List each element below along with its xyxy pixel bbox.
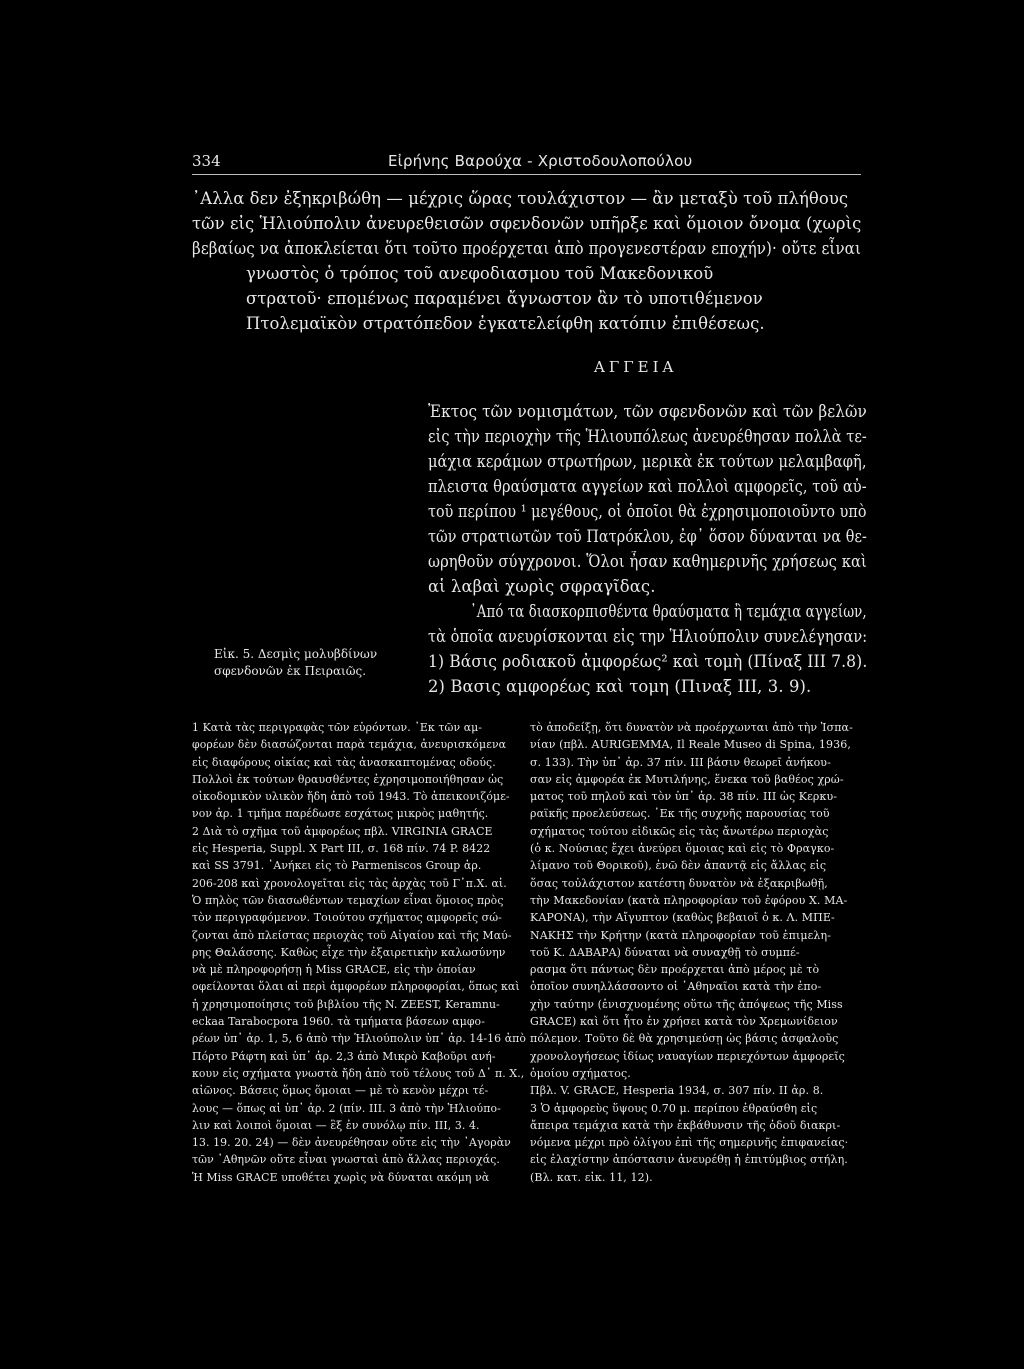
footnote-line: ὅσας τοὐλάχιστον κατέστη δυνατὸν νὰ ἐξακριβωθῇ, xyxy=(530,876,828,890)
footnote-line: ὁμοίου σχήματος. xyxy=(530,1066,631,1080)
footnote-line: ὁποῖον συνηλλάσσοντο οἱ ᾿Αθηναῖοι κατὰ τὴν ἐπο- xyxy=(530,980,822,994)
footnote-line: φορέων δὲν διασώζονται παρὰ τεμάχια, ἀνευρισκόμενα xyxy=(192,738,507,752)
footnote-line: σχήματος τούτου εἰδικῶς εἰς τὰς ἄνωτέρω περιοχὰς xyxy=(530,824,829,838)
footnote-line: ρασμα ὅτι πάντως δὲν προέρχεται ἀπὸ μέρος μὲ τὸ xyxy=(530,963,820,977)
footnote-line: νον ἀρ. 1 τμῆμα παρέδωσε εσχάτως μικρὸς μαθητής. xyxy=(192,807,489,821)
footnote-line: λιν καὶ λοιποὶ ὅμοιαι — ἓξ ἐν συνόλῳ πίν. III, 3. 4. xyxy=(192,1118,480,1132)
footnote-line: λους — ὅπως αἱ ὑπ᾿ ἀρ. 2 (πίν. III. 3 ἀπὸ τὴν Ἡλιούπο- xyxy=(192,1101,501,1115)
footnote-line: GRACE) καὶ ὅτι ἦτο ἐν χρήσει κατὰ τὸν Χρεμωνίδειον xyxy=(530,1015,838,1029)
running-head: Εἰρήνης Βαρούχα - Χριστοδουλοπούλου xyxy=(388,152,693,170)
page-number: 334 xyxy=(192,152,221,170)
footnote-line: εἰς ἐλαχίστην ἀπόστασιν ἀνευρέθῃ ἡ ἐπιτύμβιος στήλη. xyxy=(530,1153,848,1167)
section-line: αἱ λαβαὶ χωρὶς σφραγῖδας. xyxy=(428,577,656,596)
intro-line: τῶν εἰς Ἡλιούπολιν ἀνευρεθεισῶν σφενδονῶν υπῆρξε καὶ ὅμοιον ὄνομα (χωρὶς xyxy=(192,214,862,233)
footnotes-left-column xyxy=(192,719,530,1186)
footnote-line: χὴν ταύτην (ἐνισχυομένης οὕτω τῆς ἀπόψεως τῆς Miss xyxy=(530,997,843,1011)
section-line: Ἐκτος τῶν νομισμάτων, τῶν σφενδονῶν καὶ τῶν βελῶν xyxy=(428,402,867,421)
footnote-line: (ὁ κ. Νούσιας ἔχει ἀνεύρει ὅμοιας καὶ εἰς τὸ Φραγκο- xyxy=(530,842,835,856)
footnote-line: ραϊκῆς προελεύσεως. ᾿Εκ τῆς συχνῆς παρουσίας τοῦ xyxy=(530,807,830,821)
footnotes-right-column xyxy=(530,719,853,1186)
footnote-line: εἰς Hesperia, Suppl. X Part III, σ. 168 πίν. 74 P. 8422 xyxy=(192,842,491,856)
section-line: ᾿Από τα διασκορπισθέντα θραύσματα ἢ τεμάχια αγγείων, xyxy=(470,602,867,621)
footnote-line: τῶν ᾿Αθηνῶν οὔτε εἶναι γνωσταὶ ἀπὸ ἄλλας περιοχάς. xyxy=(192,1153,500,1167)
footnote-line: χρονολογήσεως ἰδίως ναυαγίων περιεχόντων ἀμφορεῖς xyxy=(530,1049,845,1063)
intro-line: γνωστὸς ὁ τρόπος τοῦ ανεφοδιασμου τοῦ Μακεδονικοῦ xyxy=(246,264,714,283)
figure-caption-line: σφενδονῶν ἐκ Πειραιῶς. xyxy=(214,664,367,678)
footnote-line: οἰκοδομικὸν υλικὸν ἤδη ἀπὸ τοῦ 1943. Τὸ ἀπεικονιζόμε- xyxy=(192,790,510,804)
intro-line: Πτολεμαϊκὸν στρατόπεδον ἐγκατελείφθη κατόπιν ἐπιθέσεως. xyxy=(246,314,765,333)
footnote-line: καὶ SS 3791. ᾿Ανήκει εἰς τὸ Parmeniscos Group ἀρ. xyxy=(192,859,482,873)
intro-line: ᾿Αλλα δεν ἐξηκριβώθη — μέχρις ὥρας τουλάχιστον — ἂν μεταξὺ τοῦ πλήθους xyxy=(192,189,849,208)
footnote-line: 1 Κατὰ τὰς περιγραφὰς τῶν εὑρόντων. ᾿Εκ τῶν αμ- xyxy=(192,721,483,734)
footnote-line: 3 Ὁ ἀμφορεὺς ὕψους 0.70 μ. περίπου ἐθραύσθη εἰς xyxy=(530,1101,818,1115)
section-line: 1) Βάσις ροδιακοῦ ἀμφορέως² καὶ τομὴ (Πίναξ III 7.8). xyxy=(428,652,868,671)
footnote-line: πόλεμον. Τοῦτο δὲ θὰ χρησιμεύσῃ ὡς βάσις ἀσφαλοῦς xyxy=(530,1032,839,1046)
footnote-line: Ἡ Miss GRACE υποθέτει χωρὶς νὰ δύναται ακόμη νὰ xyxy=(192,1170,490,1184)
footnote-line: 206-208 καὶ χρονολογεῖται εἰς τὰς ἀρχὰς τοῦ Γ᾿π.Χ. αἰ. xyxy=(192,876,507,890)
footnote-line: ΚΑΡΟΝΑ), τὴν Αἴγυπτον (καθὼς βεβαιοῖ ὁ κ. Λ. ΜΠΕ- xyxy=(530,911,835,925)
section-line: εἰς τὴν περιοχὴν τῆς Ἡλιουπόλεως ἀνευρέθησαν πολλὰ τε- xyxy=(428,427,867,446)
intro-line: στρατοῦ· επομένως παραμένει ἄγνωστον ἂν τὸ υποτιθέμενον xyxy=(246,289,763,308)
footnote-line: σαν εἰς ἀμφορέα ἐκ Μυτιλήνης, ἕνεκα τοῦ βαθέος χρώ- xyxy=(530,772,844,786)
section-line: τοῦ περίπου ¹ μεγέθους, οἱ ὁποῖοι θὰ ἐχρησιμοποιοῦντο υπὸ xyxy=(428,502,867,521)
footnote-line: eckaa Taraboсpora 1960. τὰ τμήματα βάσεων αμφο- xyxy=(192,1015,485,1029)
footnote-line: 13. 19. 20. 24) — δὲν ἀνευρέθησαν οὔτε εἰς τὴν ᾿Αγορὰν xyxy=(192,1136,511,1150)
footnote-line: εἰς διαφόρους οἰκίας καὶ τὰς ἀνασκαπτομένας οδούς. xyxy=(192,755,496,769)
section-title: ΑΓΓΕΙΑ xyxy=(594,358,678,376)
footnote-line: (Βλ. κατ. εἰκ. 11, 12). xyxy=(530,1170,653,1184)
footnote-line: κουν εἰς σχήματα γνωστὰ ἤδη ἀπὸ τοῦ τέλους τοῦ Δ᾿ π. Χ., xyxy=(192,1066,525,1080)
intro-line: βεβαίως να ἀποκλείεται ὅτι τοῦτο προέρχεται ἀπὸ προγενεστέραν εποχήν)· οὔτε εἶναι xyxy=(192,239,861,258)
footnote-line: τοῦ Κ. ΔΑΒΑΡΑ) δύναται νὰ συναχθῇ τὸ συμπέ- xyxy=(530,945,800,959)
footnote-line: ζονται ἀπὸ πλείστας περιοχὰς τοῦ Αἰγαίου καὶ τῆς Μαύ- xyxy=(192,928,512,942)
footnote-line: νὰ μὲ πληροφορήσῃ ἡ Miss GRACE, εἰς τὴν ὁποίαν xyxy=(192,963,476,977)
figure-caption-line: Εἰκ. 5. Δεσμὶς μολυβδίνων xyxy=(214,647,378,661)
footnote-line: αἰῶνος. Βάσεις ὅμως ὅμοιαι — μὲ τὸ κενὸν μέχρι τέ- xyxy=(192,1084,489,1098)
footnote-line: ρης Θαλάσσης. Καθὼς εἶχε τὴν ἐξαιρετικὴν καλωσύνην xyxy=(192,945,506,959)
section-line: πλειστα θραύσματα αγγείων καὶ πολλοὶ αμφορεῖς, τοῦ αὐ- xyxy=(428,477,867,496)
footnote-line: ἡ χρησιμοποίησις τοῦ βιβλίου τῆς N. ZEEST, Keramnu- xyxy=(192,997,500,1011)
header-rule xyxy=(192,174,861,175)
footnote-line: νόμενα μέχρι πρὸ ὀλίγου ἐπὶ τῆς σημερινῆς ἐπιφανείας· xyxy=(530,1136,849,1150)
footnote-line: σ. 133). Τὴν ὑπ᾿ ἀρ. 37 πίν. III βάσιν θεωρεῖ ἀνήκου- xyxy=(530,755,831,769)
footnote-line: ματος τοῦ πηλοῦ καὶ τὸν ὑπ᾿ ἀρ. 38 πίν. III ὡς Κερκυ- xyxy=(530,790,838,804)
section-line: ωρηθοῦν σύγχρονοι. Ὅλοι ἦσαν καθημερινῆς χρήσεως καὶ xyxy=(428,552,867,571)
footnote-line: τὸ ἀποδείξῃ, ὅτι δυνατὸν νὰ προέρχωνται ἀπὸ τὴν Ἰσπα- xyxy=(530,721,853,734)
section-line: τὰ ὁποῖα ανευρίσκονται εἰς την Ἡλιούπολιν συνελέγησαν: xyxy=(428,627,868,646)
footnote-line: νίαν (πβλ. AURIGEMMA, Il Reale Museo di Spina, 1936, xyxy=(530,738,851,752)
footnote-line: τὴν Μακεδονίαν (κατὰ πληροφορίαν τοῦ ἐφόρου Χ. ΜΑ- xyxy=(530,893,848,907)
footnote-line: Πόρτο Ράφτη καὶ ὑπ᾿ ἀρ. 2,3 ἀπὸ Μικρὸ Καβοῦρι ανή- xyxy=(192,1049,496,1063)
section-line: 2) Βασις αμφορέως καὶ τομη (Πιναξ III, 3. 9). xyxy=(428,677,812,696)
footnote-line: ΝΑΚΗΣ τὴν Κρήτην (κατὰ πληροφορίαν τοῦ ἐπιμελη- xyxy=(530,928,832,942)
footnote-line: ρέων ὑπ᾿ ἀρ. 1, 5, 6 ἀπὸ τὴν Ἡλιούπολιν ὑπ᾿ ἀρ. 14-16 ἀπὸ xyxy=(192,1032,527,1046)
footnote-line: Πβλ. V. GRACE, Hesperia 1934, σ. 307 πίν. II ἀρ. 8. xyxy=(530,1084,824,1098)
footnote-line: 2 Διὰ τὸ σχῆμα τοῦ ἀμφορέως πβλ. VIRGINIA GRACE xyxy=(192,824,493,838)
footnote-line: τὸν περιγραφόμενον. Τοιούτου σχήματος αμφορεῖς σώ- xyxy=(192,911,502,925)
footnote-line: ἄπειρα τεμάχια κατὰ τὴν ἐκβάθυνσιν τῆς ὁδοῦ διακρι- xyxy=(530,1118,841,1132)
footnote-line: Ὁ πηλὸς τῶν διασωθέντων τεμαχίων εἶναι ὅμοιος πρὸς xyxy=(192,893,504,907)
section-line: τῶν στρατιωτῶν τοῦ Πατρόκλου, ἐφ᾿ ὅσον δύνανται να θε- xyxy=(428,527,867,546)
section-line: μάχια κεράμων στρωτήρων, μερικὰ ἐκ τούτων μελαμβαφῆ, xyxy=(428,452,867,471)
footnote-line: Πολλοὶ ἐκ τούτων θραυσθέντες ἐχρησιμοποιήθησαν ὡς xyxy=(192,772,504,786)
footnote-line: λίμανο τοῦ Θορικοῦ), ἐνῶ δὲν ἀπαντᾷ εἰς ἄλλας εἰς xyxy=(530,859,827,873)
footnote-line: οφείλονται ὅλαι αἱ περὶ ἀμφορέων πληροφορίαι, ὅπως καὶ xyxy=(192,980,520,994)
